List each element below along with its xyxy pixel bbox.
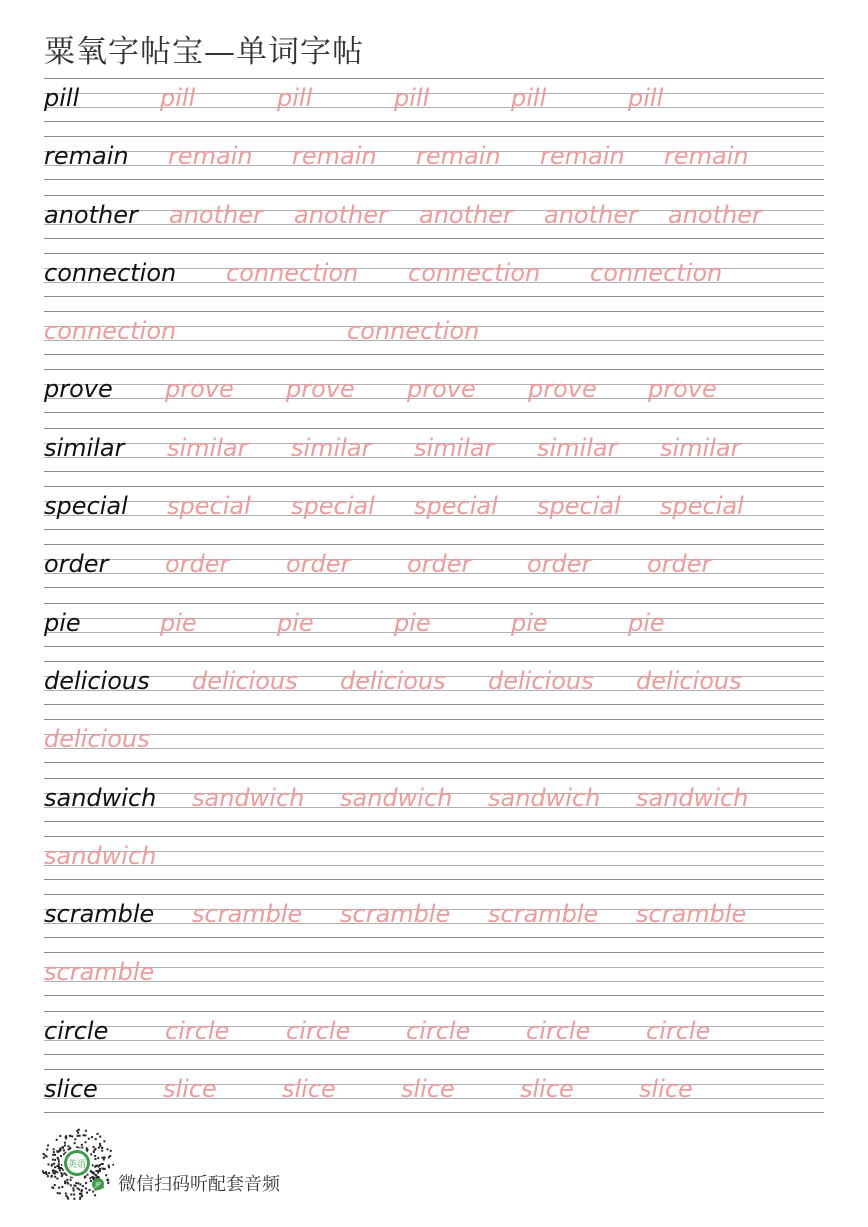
- qr-dot: [56, 1139, 58, 1141]
- qr-dot: [107, 1179, 109, 1181]
- tracing-word: order: [165, 550, 230, 579]
- qr-dot: [101, 1150, 103, 1152]
- qr-dot: [46, 1173, 48, 1175]
- qr-dot: [74, 1138, 76, 1140]
- qr-dot: [107, 1182, 109, 1184]
- qr-dot: [56, 1178, 58, 1180]
- qr-dot: [62, 1146, 64, 1148]
- qr-dot: [95, 1138, 97, 1140]
- guide-line: [44, 603, 824, 604]
- qr-dot: [88, 1138, 90, 1140]
- qr-dot: [107, 1148, 109, 1150]
- qr-dot: [58, 1163, 60, 1165]
- guide-line: [44, 78, 824, 79]
- qr-dot: [94, 1149, 96, 1151]
- qr-dot: [46, 1149, 48, 1151]
- qr-dot: [68, 1145, 70, 1147]
- qr-dot: [101, 1147, 103, 1149]
- qr-dot: [97, 1157, 99, 1159]
- model-word: connection: [44, 258, 177, 287]
- qr-dot: [64, 1142, 66, 1144]
- qr-dot: [52, 1169, 54, 1171]
- writing-row: [44, 251, 824, 309]
- qr-dot: [72, 1187, 74, 1189]
- tracing-word: prove: [286, 375, 355, 404]
- qr-dot: [76, 1130, 78, 1132]
- qr-dot: [79, 1198, 81, 1200]
- writing-row: [44, 542, 824, 600]
- model-word: circle: [44, 1016, 109, 1045]
- qr-dot: [98, 1170, 100, 1172]
- qr-dot: [92, 1191, 94, 1193]
- writing-row: [44, 717, 824, 775]
- guide-line: [44, 995, 824, 996]
- qr-dot: [52, 1154, 54, 1156]
- qr-dot: [43, 1153, 45, 1155]
- qr-dot: [64, 1182, 66, 1184]
- tracing-word: pill: [511, 84, 547, 112]
- guide-line: [44, 748, 824, 749]
- qr-dot: [67, 1198, 69, 1200]
- qr-dot: [110, 1150, 112, 1152]
- model-word: sandwich: [44, 783, 157, 812]
- qr-dot: [65, 1193, 67, 1195]
- qr-dot: [58, 1167, 60, 1169]
- tracing-word: prove: [528, 375, 597, 404]
- model-word: special: [44, 492, 128, 521]
- qr-dot: [43, 1172, 45, 1174]
- qr-dot: [51, 1176, 53, 1178]
- guide-line: [44, 296, 824, 297]
- writing-row: [44, 950, 824, 1008]
- qr-code-icon[interactable]: [40, 1126, 114, 1200]
- qr-dot: [99, 1136, 101, 1138]
- qr-dot: [73, 1194, 75, 1196]
- qr-dot: [53, 1148, 55, 1150]
- qr-dot: [94, 1194, 96, 1196]
- guide-line: [44, 354, 824, 355]
- qr-dot: [59, 1147, 61, 1149]
- tracing-word: connection: [347, 317, 480, 346]
- tracing-word: sandwich: [488, 783, 601, 812]
- qr-dot: [81, 1147, 83, 1149]
- qr-dot: [73, 1198, 75, 1200]
- tracing-word: pie: [511, 608, 548, 637]
- tracing-word: pie: [394, 608, 431, 637]
- page-title: 粟氧字帖宝—单词字帖: [44, 34, 364, 70]
- tracing-word: slice: [282, 1075, 336, 1104]
- qr-dot: [80, 1183, 82, 1185]
- tracing-word: another: [419, 200, 513, 229]
- guide-line: [44, 1054, 824, 1055]
- qr-dot: [74, 1142, 76, 1144]
- tracing-word: sandwich: [192, 783, 305, 812]
- guide-line: [44, 195, 824, 196]
- qr-dot: [108, 1156, 110, 1158]
- qr-dot: [97, 1133, 99, 1135]
- model-word: order: [44, 550, 109, 579]
- qr-dot: [60, 1172, 62, 1174]
- guide-line: [44, 587, 824, 588]
- writing-row: [44, 1067, 824, 1125]
- tracing-word: delicious: [44, 725, 150, 754]
- tracing-word: scramble: [488, 900, 599, 929]
- qr-dot: [54, 1159, 56, 1161]
- model-word: delicious: [44, 666, 150, 695]
- qr-dot: [53, 1163, 55, 1165]
- audio-instruction-text: 微信扫码听配套音频: [118, 1174, 280, 1195]
- qr-dot: [69, 1147, 71, 1149]
- qr-dot: [47, 1144, 49, 1146]
- tracing-word: similar: [537, 433, 618, 462]
- tracing-word: delicious: [192, 666, 298, 695]
- writing-row: [44, 834, 824, 892]
- qr-dot: [60, 1167, 62, 1169]
- qr-dot: [93, 1177, 95, 1179]
- tracing-word: remain: [292, 142, 377, 171]
- qr-dot: [73, 1190, 75, 1192]
- qr-dot: [92, 1171, 94, 1173]
- qr-dot: [84, 1134, 86, 1136]
- tracing-word: delicious: [340, 666, 446, 695]
- guide-line: [44, 879, 824, 880]
- guide-line: [44, 937, 824, 938]
- writing-row: [44, 1009, 824, 1067]
- qr-dot: [57, 1158, 59, 1160]
- tracing-word: another: [169, 200, 263, 229]
- guide-line: [44, 762, 824, 763]
- qr-dot: [93, 1151, 95, 1153]
- qr-dot: [53, 1172, 55, 1174]
- qr-dot: [58, 1187, 60, 1189]
- tracing-word: pie: [277, 608, 314, 637]
- qr-dot: [54, 1184, 56, 1186]
- qr-dot: [56, 1171, 58, 1173]
- guide-line: [44, 704, 824, 705]
- qr-dot: [104, 1157, 106, 1159]
- qr-dot: [52, 1187, 54, 1189]
- guide-line: [44, 253, 824, 254]
- tracing-word: remain: [168, 142, 253, 171]
- writing-row: [44, 892, 824, 950]
- tracing-word: another: [294, 200, 388, 229]
- qr-dot: [105, 1174, 107, 1176]
- qr-dot: [90, 1180, 92, 1182]
- qr-dot: [71, 1136, 73, 1138]
- writing-row: [44, 134, 824, 192]
- tracing-word: scramble: [340, 900, 451, 929]
- qr-dot: [54, 1166, 56, 1168]
- qr-dot: [70, 1179, 72, 1181]
- tracing-word: order: [407, 550, 472, 579]
- qr-dot: [60, 1155, 62, 1157]
- guide-line: [44, 486, 824, 487]
- qr-dot: [83, 1134, 85, 1136]
- qr-dot: [56, 1165, 58, 1167]
- tracing-word: special: [660, 492, 744, 521]
- qr-dot: [56, 1150, 58, 1152]
- qr-dot: [65, 1136, 67, 1138]
- guide-line: [44, 734, 824, 735]
- qr-dot: [79, 1135, 81, 1137]
- qr-dot: [103, 1159, 105, 1161]
- guide-line: [44, 412, 824, 413]
- qr-dot: [99, 1145, 101, 1147]
- tracing-word: pill: [628, 84, 664, 112]
- qr-dot: [82, 1185, 84, 1187]
- qr-dot: [89, 1189, 91, 1191]
- model-word: pill: [44, 84, 80, 112]
- qr-dot: [93, 1146, 95, 1148]
- qr-dot: [77, 1187, 79, 1189]
- qr-dot: [51, 1164, 53, 1166]
- guide-line: [44, 894, 824, 895]
- qr-dot: [48, 1172, 50, 1174]
- qr-dot: [47, 1175, 49, 1177]
- guide-line: [44, 369, 824, 370]
- model-word: prove: [44, 375, 113, 404]
- qr-dot: [75, 1182, 77, 1184]
- tracing-word: sandwich: [636, 783, 749, 812]
- qr-dot: [58, 1161, 60, 1163]
- guide-line: [44, 1011, 824, 1012]
- qr-corner-label: JP: [95, 1181, 101, 1189]
- qr-dot: [81, 1144, 83, 1146]
- tracing-word: similar: [291, 433, 372, 462]
- tracing-word: remain: [540, 142, 625, 171]
- tracing-word: circle: [646, 1016, 711, 1045]
- tracing-word: special: [537, 492, 621, 521]
- qr-dot: [108, 1166, 110, 1168]
- qr-dot: [43, 1157, 45, 1159]
- qr-dot: [64, 1180, 66, 1182]
- guide-line: [44, 865, 824, 866]
- guide-line: [44, 529, 824, 530]
- model-word: another: [44, 200, 138, 229]
- tracing-word: connection: [408, 258, 541, 287]
- tracing-word: delicious: [636, 666, 742, 695]
- writing-row: [44, 484, 824, 542]
- qr-dot: [79, 1193, 81, 1195]
- tracing-word: order: [527, 550, 592, 579]
- guide-line: [44, 179, 824, 180]
- qr-dot: [101, 1163, 103, 1165]
- tracing-word: pill: [160, 84, 196, 112]
- qr-dot: [52, 1159, 54, 1161]
- qr-dot: [77, 1182, 79, 1184]
- model-word: slice: [44, 1075, 98, 1104]
- guide-line: [44, 661, 824, 662]
- qr-dot: [48, 1163, 50, 1165]
- qr-dot: [113, 1164, 115, 1166]
- guide-line: [44, 967, 824, 968]
- tracing-word: prove: [165, 375, 234, 404]
- tracing-word: connection: [44, 317, 177, 346]
- qr-dot: [66, 1179, 68, 1181]
- writing-row: [44, 76, 824, 134]
- qr-dot: [57, 1192, 59, 1194]
- guide-line: [44, 311, 824, 312]
- qr-dot: [77, 1135, 79, 1137]
- qr-dot: [59, 1135, 61, 1137]
- tracing-word: similar: [414, 433, 495, 462]
- qr-dot: [102, 1157, 104, 1159]
- guide-line: [44, 428, 824, 429]
- tracing-word: slice: [520, 1075, 574, 1104]
- qr-dot: [85, 1130, 87, 1132]
- writing-row: [44, 367, 824, 425]
- qr-dot: [89, 1177, 91, 1179]
- tracing-word: connection: [226, 258, 359, 287]
- writing-row: [44, 193, 824, 251]
- qr-dot: [103, 1140, 105, 1142]
- qr-dot: [99, 1143, 101, 1145]
- qr-dot: [70, 1194, 72, 1196]
- tracing-word: pill: [277, 84, 313, 112]
- qr-dot: [69, 1135, 71, 1137]
- guide-line: [44, 471, 824, 472]
- tracing-word: special: [167, 492, 251, 521]
- guide-line: [44, 719, 824, 720]
- tracing-word: circle: [286, 1016, 351, 1045]
- tracing-word: slice: [639, 1075, 693, 1104]
- tracing-word: order: [286, 550, 351, 579]
- model-word: remain: [44, 142, 129, 171]
- tracing-word: slice: [401, 1075, 455, 1104]
- writing-row: [44, 659, 824, 717]
- tracing-word: scramble: [44, 958, 155, 987]
- guide-line: [44, 778, 824, 779]
- qr-dot: [64, 1172, 66, 1174]
- model-word: similar: [44, 433, 125, 462]
- qr-dot: [63, 1149, 65, 1151]
- qr-dot: [91, 1136, 93, 1138]
- qr-dot: [54, 1176, 56, 1178]
- tracing-word: remain: [416, 142, 501, 171]
- qr-dot: [59, 1169, 61, 1171]
- qr-dot: [85, 1141, 87, 1143]
- qr-dot: [53, 1151, 55, 1153]
- qr-dot: [55, 1170, 57, 1172]
- qr-dot: [86, 1192, 88, 1194]
- qr-dot: [94, 1155, 96, 1157]
- tracing-word: special: [291, 492, 375, 521]
- qr-dot: [85, 1187, 87, 1189]
- qr-dot: [45, 1171, 47, 1173]
- guide-line: [44, 646, 824, 647]
- qr-dot: [70, 1184, 72, 1186]
- tracing-word: slice: [163, 1075, 217, 1104]
- model-word: pie: [44, 608, 81, 637]
- tracing-word: delicious: [488, 666, 594, 695]
- qr-dot: [54, 1154, 56, 1156]
- tracing-word: prove: [407, 375, 476, 404]
- tracing-word: circle: [526, 1016, 591, 1045]
- writing-row: [44, 776, 824, 834]
- qr-dot: [103, 1168, 105, 1170]
- tracing-word: pie: [628, 608, 665, 637]
- qr-dot: [42, 1170, 44, 1172]
- qr-dot: [95, 1165, 97, 1167]
- qr-dot: [81, 1195, 83, 1197]
- qr-dot: [61, 1175, 63, 1177]
- model-word: scramble: [44, 900, 155, 929]
- guide-line: [44, 136, 824, 137]
- tracing-word: special: [414, 492, 498, 521]
- guide-line: [44, 544, 824, 545]
- guide-line: [44, 121, 824, 122]
- qr-dot: [99, 1168, 101, 1170]
- qr-dot: [95, 1170, 97, 1172]
- tracing-word: prove: [648, 375, 717, 404]
- qr-dot: [77, 1132, 79, 1134]
- tracing-word: order: [647, 550, 712, 579]
- tracing-word: similar: [167, 433, 248, 462]
- guide-line: [44, 238, 824, 239]
- qr-dot: [64, 1145, 66, 1147]
- guide-line: [44, 821, 824, 822]
- qr-dot: [59, 1192, 61, 1194]
- qr-dot: [95, 1158, 97, 1160]
- guide-line: [44, 1112, 824, 1113]
- qr-dot: [85, 1182, 87, 1184]
- tracing-word: circle: [406, 1016, 471, 1045]
- tracing-word: another: [544, 200, 638, 229]
- tracing-word: circle: [165, 1016, 230, 1045]
- qr-dot: [98, 1147, 100, 1149]
- writing-row: [44, 426, 824, 484]
- writing-row: [44, 309, 824, 367]
- guide-line: [44, 836, 824, 837]
- writing-row: [44, 601, 824, 659]
- guide-line: [44, 952, 824, 953]
- tracing-word: pie: [160, 608, 197, 637]
- tracing-word: pill: [394, 84, 430, 112]
- qr-dot: [66, 1182, 68, 1184]
- qr-dot: [90, 1153, 92, 1155]
- qr-dot: [108, 1165, 110, 1167]
- guide-line: [44, 981, 824, 982]
- tracing-word: remain: [664, 142, 749, 171]
- tracing-word: scramble: [192, 900, 303, 929]
- tracing-word: another: [668, 200, 762, 229]
- tracing-word: sandwich: [44, 841, 157, 870]
- guide-line: [44, 851, 824, 852]
- qr-dot: [81, 1189, 83, 1191]
- tracing-word: connection: [590, 258, 723, 287]
- tracing-word: similar: [660, 433, 741, 462]
- qr-dot: [73, 1185, 75, 1187]
- writing-grid: [44, 76, 824, 1125]
- guide-line: [44, 1069, 824, 1070]
- qr-dot: [65, 1174, 67, 1176]
- tracing-word: scramble: [636, 900, 747, 929]
- qr-badge-label: 英语: [67, 1160, 87, 1170]
- qr-dot: [61, 1186, 63, 1188]
- tracing-word: sandwich: [340, 783, 453, 812]
- qr-dot: [86, 1147, 88, 1149]
